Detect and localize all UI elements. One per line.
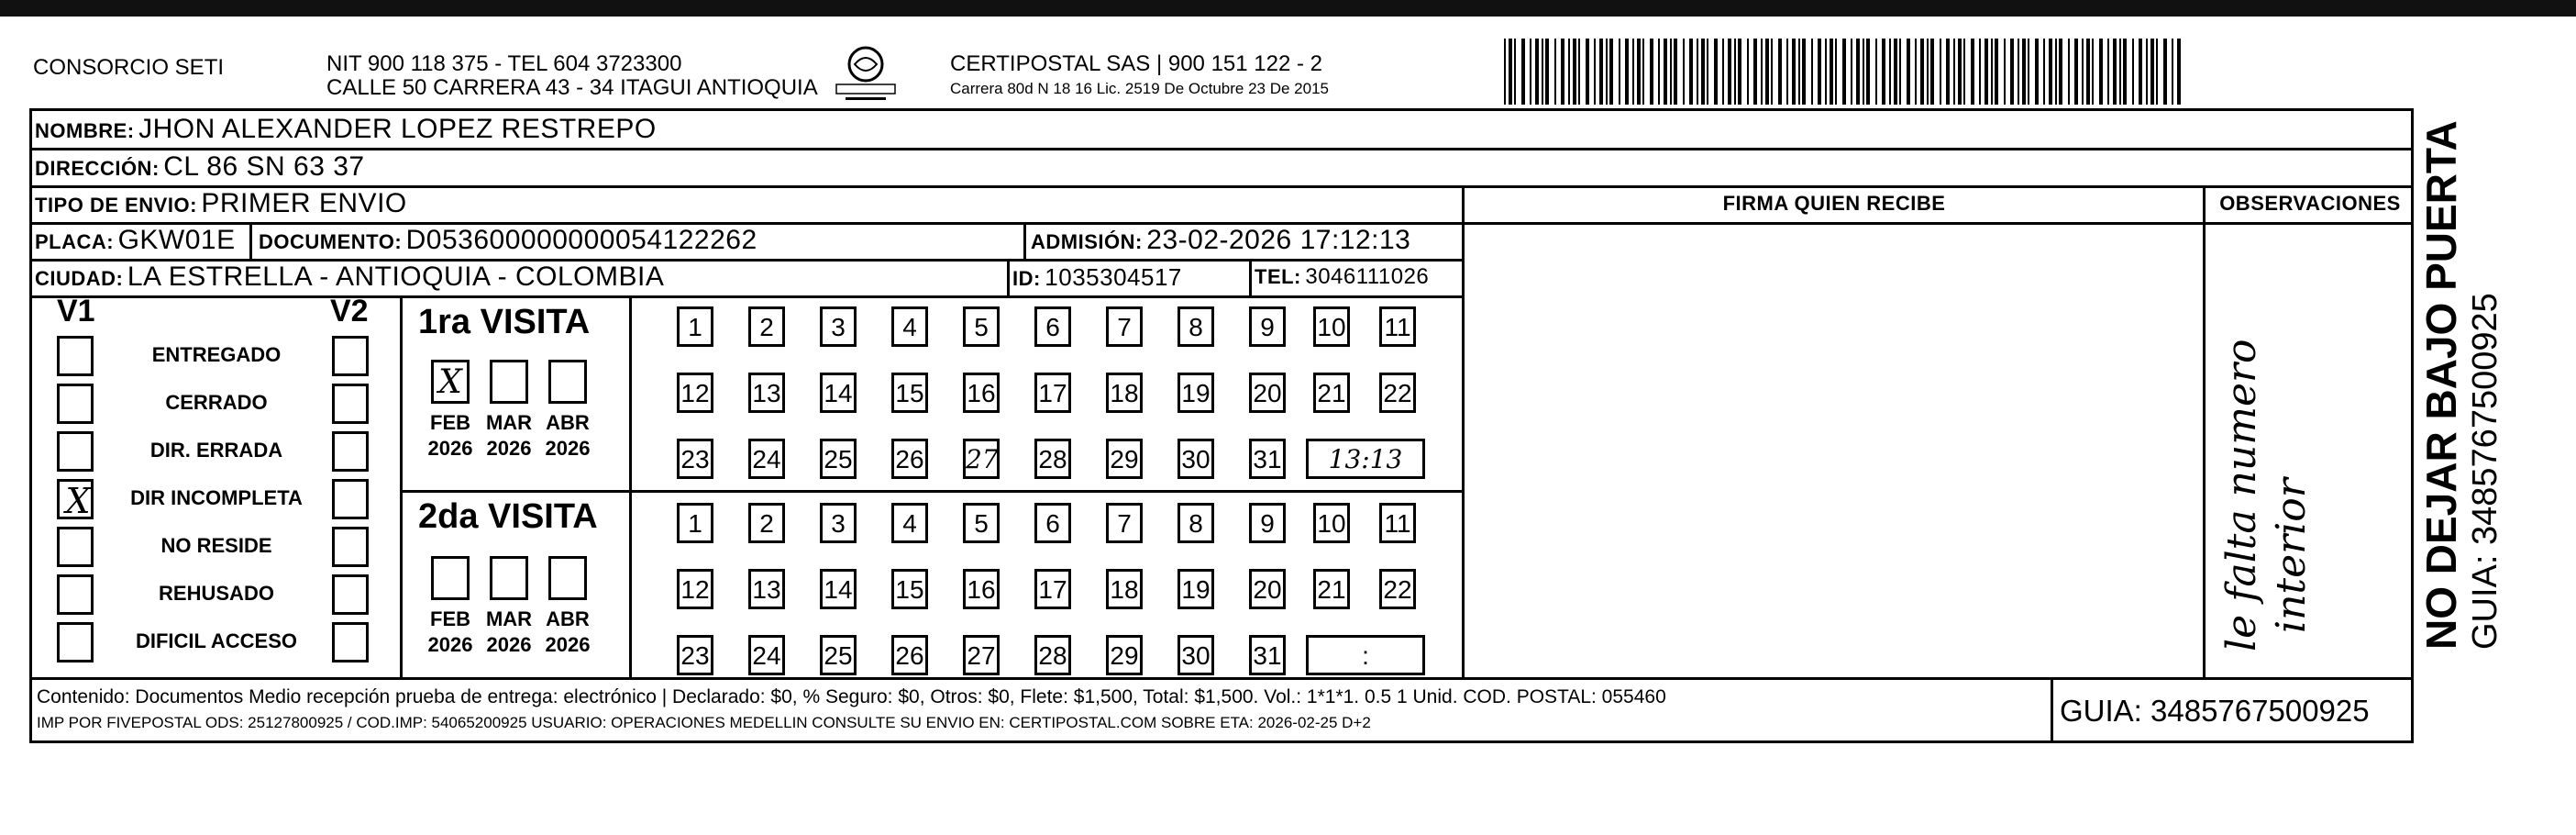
barcode-bar (1609, 39, 1613, 105)
v1-mark (60, 529, 96, 570)
month-year: 2026 (427, 633, 473, 656)
barcode-bar (1728, 39, 1731, 105)
barcode-bar (1940, 39, 1941, 105)
barcode-bar (1995, 39, 1998, 105)
v2-checkbox[interactable] (332, 574, 369, 615)
v1-mark: X (65, 481, 91, 521)
barcode-bar (2010, 39, 2014, 105)
barcode-bar (1778, 39, 1782, 105)
ciudad-value: LA ESTRELLA - ANTIOQUIA - COLOMBIA (127, 262, 665, 292)
day-box[interactable]: 22 (1379, 569, 1416, 609)
day-box[interactable]: 20 (1249, 569, 1286, 609)
barcode-bar (2043, 39, 2045, 105)
barcode-bar (1927, 39, 1929, 105)
barcode-bar (1599, 39, 1603, 105)
barcode-bar (1650, 39, 1653, 105)
barcode-bar (2022, 39, 2026, 105)
day-box[interactable]: 3 (820, 503, 857, 543)
day-box-marked[interactable]: 27 (963, 439, 1000, 479)
day-box[interactable]: 7 (1106, 503, 1143, 543)
footer-guia: GUIA: 3485767500925 (2060, 694, 2370, 728)
barcode-bar (2113, 39, 2117, 105)
v2-mark (335, 529, 371, 570)
day-box[interactable]: 30 (1177, 439, 1214, 479)
month-name: FEB (430, 607, 470, 630)
v1-checkbox[interactable] (57, 527, 94, 567)
barcode-bar (1504, 39, 1506, 105)
day-box[interactable]: 9 (1249, 503, 1286, 543)
barcode-bar (1863, 39, 1864, 105)
reason-label: DIFICIL ACCESO (135, 629, 297, 652)
v1-checkbox[interactable] (57, 431, 94, 472)
company-name: CONSORCIO SETI (33, 55, 225, 80)
barcode-bar (1835, 39, 1837, 105)
day-box[interactable]: 1 (677, 503, 713, 543)
v1-mark (60, 625, 96, 665)
footer-imp: IMP POR FIVEPOSTAL ODS: 25127800925 / COD.IMP: 54065200925 USUARIO: OPERACIONES MEDELLIN CONSULTE SU ENVIO EN: CERTIPOSTAL.COM SOBRE ETA: 2026-02-25 D+2 (37, 714, 1371, 731)
month-name: FEB (430, 411, 470, 434)
month-checkbox[interactable] (548, 360, 587, 404)
v1-checkbox[interactable] (57, 479, 94, 519)
nombre-label: NOMBRE: (35, 119, 135, 142)
barcode-bar (1573, 39, 1576, 105)
day-box[interactable]: 28 (1034, 635, 1071, 675)
day-box[interactable]: 18 (1106, 373, 1143, 413)
month-year: 2026 (545, 437, 591, 460)
barcode-bar (1866, 39, 1870, 105)
v1-checkbox[interactable] (57, 622, 94, 662)
v1-checkbox[interactable] (57, 384, 94, 424)
month-name: ABR (546, 411, 590, 434)
barcode-bar (2092, 39, 2094, 105)
barcode-bar (1792, 39, 1796, 105)
barcode-bar (2074, 39, 2078, 105)
id-field (1012, 261, 1182, 298)
barcode-bar (1606, 39, 1608, 105)
v1-mark (60, 339, 96, 379)
barcode-bar (1689, 39, 1693, 105)
barcode-bar (1738, 39, 1741, 105)
barcode-bar (1979, 39, 1981, 105)
barcode-bar (2139, 39, 2142, 105)
reason-label: NO RESIDE (160, 534, 272, 557)
day-box[interactable]: 19 (1177, 373, 1214, 413)
barcode-bar (2156, 39, 2158, 105)
month-name: MAR (485, 411, 533, 434)
barcode-bar (1642, 39, 1644, 105)
barcode-bar (1842, 39, 1846, 105)
barcode-bar (1658, 39, 1660, 105)
v2-mark (335, 625, 371, 665)
day-box[interactable]: 12 (677, 569, 713, 609)
day-box[interactable]: 24 (748, 635, 785, 675)
day-box[interactable]: 23 (677, 635, 713, 675)
barcode-bar (1514, 39, 1516, 105)
barcode-bar (1714, 39, 1718, 105)
day-box[interactable]: 31 (1249, 635, 1286, 675)
day-box[interactable]: 1 (677, 306, 713, 347)
direccion-label: DIRECCIÓN: (35, 157, 160, 180)
barcode-bar (1594, 39, 1596, 105)
certipostal-line1: CERTIPOSTAL SAS | 900 151 122 - 2 (950, 51, 1322, 76)
day-box[interactable]: 22 (1379, 373, 1416, 413)
month-checkbox[interactable] (548, 556, 587, 600)
day-box[interactable]: 6 (1034, 306, 1071, 347)
tel-label: TEL: (1255, 265, 1301, 288)
col-line (249, 222, 252, 259)
barcode-bar (2177, 39, 2181, 105)
barcode-bar (2049, 39, 2052, 105)
barcode-bar (1697, 39, 1698, 105)
barcode-bar (1561, 39, 1564, 105)
day-box[interactable]: 20 (1249, 373, 1286, 413)
barcode-bar (1707, 39, 1708, 105)
barcode-bar (1953, 39, 1955, 105)
barcode-bar (1963, 39, 1965, 105)
day-box[interactable]: 28 (1034, 439, 1071, 479)
barcode-bar (1971, 39, 1974, 105)
day-box[interactable]: 10 (1313, 306, 1350, 347)
v2-mark (335, 434, 371, 474)
barcode-bar (1882, 39, 1885, 105)
reason-label: ENTREGADO (151, 343, 282, 366)
tel-value: 3046111026 (1305, 264, 1430, 289)
barcode-bar (1674, 39, 1677, 105)
reason-label: DIR INCOMPLETA (130, 486, 303, 509)
barcode-bar (1619, 39, 1620, 105)
nombre-field (35, 113, 657, 150)
day-box[interactable]: 25 (820, 635, 857, 675)
day-box[interactable]: 14 (820, 373, 857, 413)
col-line (1249, 259, 1252, 295)
reason-label: CERRADO (165, 391, 268, 414)
barcode-bar (1670, 39, 1672, 105)
tipo-envio-label: TIPO DE ENVIO: (35, 194, 197, 217)
top-edge-bar (0, 0, 2576, 17)
barcode-bar (1985, 39, 1988, 105)
day-box[interactable]: 30 (1177, 635, 1214, 675)
barcode-bar (2132, 39, 2134, 105)
day-box[interactable]: 16 (963, 569, 1000, 609)
month-year: 2026 (545, 633, 591, 656)
barcode-bar (2068, 39, 2070, 105)
barcode-bar (2172, 39, 2173, 105)
col-line (1023, 222, 1026, 259)
nit-line: NIT 900 118 375 - TEL 604 3723300 (326, 51, 682, 76)
barcode-bar (1521, 39, 1525, 105)
v1-mark (60, 386, 96, 427)
day-box[interactable]: 15 (891, 373, 928, 413)
day-box[interactable]: 5 (963, 306, 1000, 347)
day-box[interactable]: 8 (1177, 503, 1214, 543)
day-box[interactable]: 4 (891, 503, 928, 543)
col-line (1007, 259, 1010, 295)
barcode-bar (1545, 39, 1549, 105)
v2-mark (335, 339, 371, 379)
barcode-bar (1568, 39, 1570, 105)
placa-field (35, 224, 236, 262)
barcode-bar (1856, 39, 1860, 105)
observaciones-handwriting (2217, 339, 2316, 651)
v1-mark (60, 434, 96, 474)
day-box[interactable]: 4 (891, 306, 928, 347)
footer-contenido: Contenido: Documentos Medio recepción prueba de entrega: electrónico | Declarado: $0, % Seguro: $0, Otros: $0, Flete: $1,500, Total: $1,500. Vol.: 1*1*1. 0.5 1 Unid. COD. POSTAL: 055460 (37, 686, 1666, 707)
barcode-bar (1632, 39, 1634, 105)
admision-value: 23-02-2026 17:12:13 (1146, 225, 1411, 255)
v1-label: V1 (57, 294, 95, 328)
barcode-bar (1818, 39, 1821, 105)
day-box[interactable]: 2 (748, 503, 785, 543)
side-guia: GUIA: 3485767500925 (2466, 293, 2504, 650)
barcode-bar (1664, 39, 1667, 105)
id-value: 1035304517 (1045, 263, 1182, 291)
visit-time-box[interactable]: 13:13 (1306, 439, 1425, 479)
barcode-bar (1875, 39, 1877, 105)
day-box[interactable]: 3 (820, 306, 857, 347)
v2-mark (335, 577, 371, 618)
barcode-bar (2150, 39, 2154, 105)
barcode-bar (1851, 39, 1852, 105)
barcode-bar (2146, 39, 2148, 105)
tipo-envio-field (35, 187, 407, 225)
documento-field (259, 224, 757, 262)
col-line (2203, 185, 2206, 677)
day-box[interactable]: 18 (1106, 569, 1143, 609)
barcode-bar (1509, 39, 1512, 105)
barcode-bar (1554, 39, 1556, 105)
barcode-bar (2086, 39, 2090, 105)
barcode-bar (1830, 39, 1833, 105)
barcode-bar (1542, 39, 1543, 105)
month-checkbox[interactable]: X (431, 360, 470, 404)
ciudad-label: CIUDAD: (35, 267, 124, 290)
day-box[interactable]: 26 (891, 635, 928, 675)
v1-mark (60, 577, 96, 618)
day-box[interactable]: 9 (1249, 306, 1286, 347)
v1-checkbox[interactable] (57, 574, 94, 615)
day-box[interactable]: 13 (748, 569, 785, 609)
barcode-bar (1802, 39, 1806, 105)
certipostal-line2: Carrera 80d N 18 16 Lic. 2519 De Octubre 23 De 2015 (950, 80, 1329, 97)
barcode-bar (1894, 39, 1897, 105)
direccion-field (35, 150, 365, 188)
day-box[interactable]: 17 (1034, 569, 1071, 609)
day-box[interactable]: 25 (820, 439, 857, 479)
barcode-bar (1765, 39, 1769, 105)
visit2-title: 2da VISITA (418, 497, 598, 536)
month-checkbox[interactable] (431, 556, 470, 600)
day-box[interactable]: 8 (1177, 306, 1214, 347)
barcode-bar (1915, 39, 1917, 105)
admision-field (1031, 224, 1410, 262)
barcode-bar (1811, 39, 1813, 105)
documento-label: DOCUMENTO: (259, 230, 403, 253)
barcode-bar (1907, 39, 1910, 105)
row-line (29, 677, 2414, 680)
v2-checkbox[interactable] (332, 336, 369, 376)
barcode-bar (1786, 39, 1788, 105)
day-box[interactable]: 16 (963, 373, 1000, 413)
v2-mark (335, 386, 371, 427)
barcode-bar (2123, 39, 2127, 105)
barcode-bar (1683, 39, 1685, 105)
obs-line-2: interior (2268, 478, 2315, 633)
address-line: CALLE 50 CARRERA 43 - 34 ITAGUI ANTIOQUIA (326, 75, 818, 100)
barcode-bar (2107, 39, 2109, 105)
barcode-bar (1761, 39, 1763, 105)
day-box[interactable]: 23 (677, 439, 713, 479)
barcode-bar (2028, 39, 2029, 105)
barcode-bar (1734, 39, 1736, 105)
admision-label: ADMISIÓN: (1031, 230, 1143, 253)
day-box[interactable]: 10 (1313, 503, 1350, 543)
month-year: 2026 (486, 437, 532, 460)
side-warning: NO DEJAR BAJO PUERTA (2417, 120, 2465, 650)
barcode-bar (2059, 39, 2062, 105)
month-checkbox[interactable] (490, 360, 528, 404)
id-label: ID: (1012, 267, 1041, 290)
day-box[interactable]: 21 (1313, 569, 1350, 609)
barcode-bar (1578, 39, 1580, 105)
barcode-bar (1946, 39, 1950, 105)
v2-checkbox[interactable] (332, 527, 369, 567)
month-name: MAR (485, 607, 533, 630)
nombre-value: JHON ALEXANDER LOPEZ RESTREPO (138, 114, 657, 144)
certipostal-logo (833, 44, 899, 105)
day-box[interactable]: 31 (1249, 439, 1286, 479)
day-box[interactable]: 27 (963, 635, 1000, 675)
barcode-bar (1798, 39, 1800, 105)
observaciones-header: OBSERVACIONES (2219, 192, 2401, 215)
v2-checkbox[interactable] (332, 622, 369, 662)
barcode-bar (2119, 39, 2121, 105)
v2-mark (335, 482, 371, 522)
day-box[interactable]: 11 (1379, 306, 1416, 347)
placa-value: GKW01E (117, 225, 236, 255)
day-box[interactable]: 5 (963, 503, 1000, 543)
barcode-bar (1958, 39, 1962, 105)
barcode (1504, 39, 2183, 105)
tipo-envio-value: PRIMER ENVIO (201, 188, 407, 218)
col-line (629, 295, 632, 677)
v2-checkbox[interactable] (332, 431, 369, 472)
barcode-bar (2004, 39, 2006, 105)
v2-label: V2 (330, 294, 369, 328)
barcode-bar (1722, 39, 1724, 105)
day-box[interactable]: 13 (748, 373, 785, 413)
direccion-value: CL 86 SN 63 37 (163, 151, 365, 182)
reason-label: DIR. ERRADA (149, 439, 283, 462)
day-box[interactable]: 2 (748, 306, 785, 347)
documento-value: D053600000000054122262 (405, 225, 757, 255)
barcode-bar (1920, 39, 1924, 105)
col-line (400, 295, 403, 677)
barcode-bar (1991, 39, 1993, 105)
barcode-bar (1530, 39, 1531, 105)
day-box[interactable]: 11 (1379, 503, 1416, 543)
month-checkbox[interactable] (490, 556, 528, 600)
barcode-bar (1889, 39, 1891, 105)
obs-line-1: le falta numero (2218, 339, 2265, 651)
barcode-bar (2055, 39, 2057, 105)
barcode-bar (1747, 39, 1749, 105)
month-name: ABR (546, 607, 590, 630)
tel-field (1255, 261, 1429, 296)
day-box[interactable]: 21 (1313, 373, 1350, 413)
day-box[interactable]: 26 (891, 439, 928, 479)
barcode-bar (1825, 39, 1827, 105)
month-year: 2026 (486, 633, 532, 656)
firma-header: FIRMA QUIEN RECIBE (1722, 192, 1946, 215)
month-year: 2026 (427, 437, 473, 460)
barcode-bar (1625, 39, 1629, 105)
day-box[interactable]: 12 (677, 373, 713, 413)
barcode-bar (2163, 39, 2167, 105)
barcode-bar (1930, 39, 1934, 105)
barcode-bar (1771, 39, 1773, 105)
barcode-bar (2082, 39, 2084, 105)
row-line (400, 490, 1462, 493)
day-box[interactable]: 24 (748, 439, 785, 479)
day-box[interactable]: 7 (1106, 306, 1143, 347)
visit-time-box[interactable]: : (1306, 635, 1425, 675)
reason-label: REHUSADO (159, 582, 274, 605)
barcode-bar (1753, 39, 1757, 105)
day-box[interactable]: 6 (1034, 503, 1071, 543)
barcode-bar (1701, 39, 1705, 105)
placa-label: PLACA: (35, 230, 115, 253)
barcode-bar (1535, 39, 1539, 105)
col-line (2051, 677, 2053, 743)
barcode-bar (2035, 39, 2039, 105)
ciudad-field (35, 261, 664, 298)
day-box[interactable]: 17 (1034, 373, 1071, 413)
v2-checkbox[interactable] (332, 384, 369, 424)
day-box[interactable]: 14 (820, 569, 857, 609)
barcode-bar (1637, 39, 1641, 105)
side-text (2417, 120, 2505, 650)
barcode-bar (1586, 39, 1589, 105)
col-line (1462, 185, 1465, 677)
visit1-title: 1ra VISITA (418, 303, 591, 341)
day-box[interactable]: 19 (1177, 569, 1214, 609)
barcode-bar (1899, 39, 1901, 105)
barcode-bar (2018, 39, 2019, 105)
v2-checkbox[interactable] (332, 479, 369, 519)
v1-checkbox[interactable] (57, 336, 94, 376)
barcode-bar (2099, 39, 2103, 105)
day-box[interactable]: 29 (1106, 635, 1143, 675)
day-box[interactable]: 15 (891, 569, 928, 609)
day-box[interactable]: 29 (1106, 439, 1143, 479)
